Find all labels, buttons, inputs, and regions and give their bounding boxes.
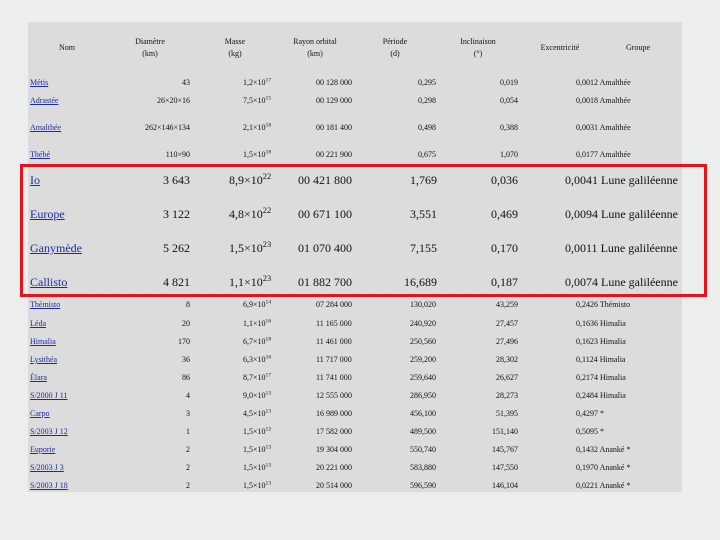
cell-diametre: 86 [182, 373, 190, 382]
groupe-value: Amalthée [599, 150, 631, 159]
moon-name-link[interactable]: Euporie [30, 445, 56, 454]
masse-mantissa: 7,5×10 [243, 96, 266, 105]
excentricite-value: 0,0041 [565, 173, 601, 187]
cell-excentricite-groupe [576, 354, 625, 366]
highlight-box [20, 164, 707, 297]
groupe-value: * [600, 427, 604, 436]
cell-rayon: 11 741 000 [316, 373, 352, 382]
masse-exponent: 13 [265, 462, 272, 469]
masse-exponent: 18 [265, 149, 272, 156]
cell-rayon: 00 421 800 [298, 173, 352, 187]
moon-name-link[interactable]: Lysithéa [30, 355, 58, 364]
header-masse-unit: (kg) [228, 49, 242, 58]
groupe-value: Lune galiléenne [601, 275, 678, 289]
excentricite-value: 0,0074 [565, 275, 601, 289]
cell-excentricite-groupe [576, 462, 630, 474]
table-row [0, 318, 720, 330]
groupe-value: Amalthée [599, 96, 631, 105]
masse-mantissa: 1,1×10 [229, 275, 263, 289]
masse-exponent: 13 [265, 444, 272, 451]
masse-exponent: 16 [265, 318, 272, 325]
cell-periode: 259,640 [410, 373, 436, 382]
cell-inclinaison: 28,302 [496, 355, 518, 364]
cell-excentricite-groupe [576, 299, 630, 311]
masse-mantissa: 4,8×10 [229, 207, 263, 221]
table-row [0, 76, 720, 90]
cell-diametre: 1 [186, 427, 190, 436]
cell-masse [243, 318, 271, 330]
cell-masse [243, 480, 271, 492]
cell-diametre: 36 [182, 355, 190, 364]
cell-periode: 550,740 [410, 445, 436, 454]
cell-rayon: 00 128 000 [316, 78, 352, 87]
header-masse [205, 36, 265, 60]
table-row [0, 121, 720, 135]
groupe-value: Lune galiléenne [600, 241, 678, 255]
cell-diametre: 262×146×134 [144, 123, 190, 132]
masse-exponent: 18 [265, 336, 272, 343]
cell-inclinaison: 146,104 [492, 481, 518, 490]
header-periode-unit: (d) [390, 49, 400, 58]
header-rayon-label: Rayon orbital [293, 37, 337, 46]
cell-rayon: 17 582 000 [316, 427, 352, 436]
cell-masse [243, 354, 271, 366]
moon-name-link[interactable]: Thémisto [30, 300, 61, 309]
cell-excentricite-groupe [576, 372, 626, 384]
excentricite-value: 0,1970 [576, 463, 600, 472]
cell-rayon: 00 671 100 [298, 207, 352, 221]
excentricite-value: 0,2426 [576, 300, 600, 309]
groupe-value: Himalia [599, 355, 626, 364]
masse-mantissa: 6,7×10 [243, 337, 266, 346]
cell-periode: 286,950 [410, 391, 436, 400]
masse-exponent: 16 [265, 354, 272, 361]
moon-name-link[interactable]: S/2003 J 12 [30, 427, 68, 436]
cell-diametre: 5 262 [163, 241, 190, 255]
cell-inclinaison: 147,550 [492, 463, 518, 472]
table-row [0, 480, 720, 492]
excentricite-value: 0,0031 [576, 123, 600, 132]
header-inclinaison [448, 36, 508, 60]
header-periode-label: Période [382, 37, 408, 46]
excentricite-value: 0,0221 [576, 481, 600, 490]
cell-excentricite-groupe [576, 426, 604, 438]
masse-mantissa: 2,1×10 [243, 123, 266, 132]
moon-name-link[interactable]: Europe [30, 207, 65, 221]
cell-masse [243, 426, 271, 438]
masse-exponent: 14 [265, 299, 272, 306]
moon-name-link[interactable]: S/2003 J 18 [30, 481, 68, 490]
cell-diametre: 170 [178, 337, 190, 346]
masse-mantissa: 6,9×10 [243, 300, 266, 309]
cell-periode: 7,155 [410, 241, 437, 255]
cell-periode: 0,498 [418, 123, 436, 132]
excentricite-value: 0,0177 [576, 150, 600, 159]
excentricite-value: 0,4297 [576, 409, 600, 418]
cell-periode: 456,100 [410, 409, 436, 418]
cell-rayon: 11 165 000 [316, 319, 352, 328]
masse-mantissa: 1,1×10 [243, 319, 266, 328]
groupe-value: * [600, 409, 604, 418]
excentricite-value: 0,1623 [576, 337, 600, 346]
groupe-value: Ananké * [599, 463, 631, 472]
cell-masse [243, 336, 271, 348]
cell-diametre: 8 [186, 300, 190, 309]
cell-periode: 1,769 [410, 173, 437, 187]
cell-masse [243, 94, 271, 108]
groupe-value: Amalthée [599, 78, 631, 87]
cell-periode: 0,298 [418, 96, 436, 105]
excentricite-value: 0,0094 [565, 207, 601, 221]
cell-diametre: 3 643 [163, 173, 190, 187]
cell-inclinaison: 0,388 [500, 123, 518, 132]
header-diametre [120, 36, 180, 60]
table-row [0, 299, 720, 311]
moon-name-link[interactable]: Callisto [30, 275, 68, 289]
masse-mantissa: 8,9×10 [229, 173, 263, 187]
masse-exponent: 22 [262, 172, 272, 181]
header-diametre-label: Diamètre [135, 37, 165, 46]
masse-mantissa: 1,5×10 [243, 463, 266, 472]
masse-exponent: 13 [265, 480, 272, 487]
cell-rayon: 01 882 700 [298, 275, 352, 289]
cell-excentricite-groupe [576, 94, 631, 108]
cell-excentricite-groupe [576, 148, 631, 162]
cell-masse [243, 372, 271, 384]
cell-rayon: 16 989 000 [316, 409, 352, 418]
cell-rayon: 20 221 000 [316, 463, 352, 472]
groupe-value: Lune galiléenne [601, 173, 678, 187]
cell-excentricite-groupe [576, 390, 626, 402]
cell-periode: 250,560 [410, 337, 436, 346]
cell-excentricite-groupe [576, 480, 630, 492]
excentricite-value: 0,0011 [565, 241, 601, 255]
cell-diametre: 3 [186, 409, 190, 418]
cell-rayon: 01 070 400 [298, 241, 352, 255]
cell-excentricite-groupe [576, 121, 631, 135]
header-diametre-unit: (km) [142, 49, 158, 58]
cell-diametre: 110×90 [165, 150, 190, 159]
masse-mantissa: 1,5×10 [243, 445, 266, 454]
excentricite-value: 0,1124 [576, 355, 600, 364]
header-periode [370, 36, 420, 60]
cell-periode: 130,020 [410, 300, 436, 309]
cell-diametre: 43 [182, 78, 190, 87]
table-row [0, 94, 720, 108]
groupe-value: Amalthée [599, 123, 631, 132]
table-row [0, 444, 720, 456]
cell-masse [243, 444, 271, 456]
masse-exponent: 23 [262, 274, 272, 283]
table-row [0, 390, 720, 402]
cell-inclinaison: 51,395 [496, 409, 518, 418]
cell-periode: 489,500 [410, 427, 436, 436]
cell-periode: 0,675 [418, 150, 436, 159]
cell-inclinaison: 0,036 [491, 173, 518, 187]
cell-periode: 259,200 [410, 355, 436, 364]
cell-periode: 596,590 [410, 481, 436, 490]
cell-inclinaison: 0,469 [491, 207, 518, 221]
cell-excentricite-groupe [576, 408, 604, 420]
masse-exponent: 22 [262, 206, 272, 215]
masse-exponent: 17 [265, 77, 272, 84]
cell-inclinaison: 0,187 [491, 275, 518, 289]
cell-inclinaison: 0,019 [500, 78, 518, 87]
masse-mantissa: 8,7×10 [243, 373, 266, 382]
excentricite-value: 0,2484 [576, 391, 600, 400]
cell-masse [243, 462, 271, 474]
excentricite-value: 0,5095 [576, 427, 600, 436]
cell-periode: 16,689 [404, 275, 437, 289]
cell-rayon: 11 717 000 [316, 355, 352, 364]
cell-inclinaison: 0,170 [491, 241, 518, 255]
cell-diametre: 20 [182, 319, 190, 328]
cell-masse [243, 408, 271, 420]
excentricite-value: 0,0018 [576, 96, 600, 105]
masse-exponent: 13 [265, 408, 272, 415]
excentricite-value: 0,2174 [576, 373, 600, 382]
header-masse-label: Masse [224, 37, 246, 46]
cell-diametre: 2 [186, 463, 190, 472]
cell-diametre: 2 [186, 445, 190, 454]
cell-rayon: 20 514 000 [316, 481, 352, 490]
groupe-value: Ananké * [599, 445, 631, 454]
cell-inclinaison: 1,070 [500, 150, 518, 159]
masse-mantissa: 9,0×10 [243, 391, 266, 400]
header-excentricite: Excentricité [540, 43, 580, 52]
masse-mantissa: 1,5×10 [229, 241, 263, 255]
masse-exponent: 13 [265, 390, 272, 397]
table-row [0, 408, 720, 420]
header-rayon-unit: (km) [307, 49, 323, 58]
excentricite-value: 0,1432 [576, 445, 600, 454]
groupe-value: Himalia [600, 337, 626, 346]
excentricite-value: 0,1636 [576, 319, 600, 328]
header-nom: Nom [59, 43, 75, 52]
masse-exponent: 23 [262, 240, 272, 249]
cell-inclinaison: 145,767 [492, 445, 518, 454]
cell-inclinaison: 0,054 [500, 96, 518, 105]
cell-masse [243, 121, 271, 135]
masse-exponent: 18 [265, 122, 272, 129]
table-row [0, 336, 720, 348]
excentricite-value: 0,0012 [576, 78, 600, 87]
moon-name-link[interactable]: Himalia [30, 337, 56, 346]
moon-name-link[interactable]: S/2000 J 11 [30, 391, 68, 400]
table-row [0, 462, 720, 474]
masse-mantissa: 6,3×10 [243, 355, 266, 364]
cell-rayon: 12 555 000 [316, 391, 352, 400]
moon-name-link[interactable]: Carpo [30, 409, 50, 418]
groupe-value: Himalia [600, 391, 626, 400]
masse-mantissa: 4,5×10 [243, 409, 266, 418]
groupe-value: Himalia [600, 373, 626, 382]
cell-inclinaison: 27,457 [496, 319, 518, 328]
header-inclinaison-unit: (°) [473, 49, 483, 58]
moon-name-link[interactable]: Élara [30, 373, 47, 382]
cell-inclinaison: 151,140 [492, 427, 518, 436]
cell-diametre: 26×20×16 [156, 96, 190, 105]
cell-masse [243, 390, 271, 402]
cell-periode: 0,295 [418, 78, 436, 87]
masse-exponent: 17 [265, 372, 272, 379]
table-row [0, 426, 720, 438]
cell-masse [243, 76, 271, 90]
moon-name-link[interactable]: Ganymède [30, 241, 82, 255]
cell-excentricite-groupe [576, 336, 626, 348]
masse-exponent: 12 [265, 426, 272, 433]
moon-name-link[interactable]: Thébé [30, 150, 50, 159]
masse-mantissa: 1,5×10 [243, 150, 266, 159]
cell-periode: 240,920 [410, 319, 436, 328]
cell-inclinaison: 28,273 [496, 391, 518, 400]
cell-diametre: 4 821 [163, 275, 190, 289]
cell-inclinaison: 43,259 [496, 300, 518, 309]
cell-inclinaison: 26,627 [496, 373, 518, 382]
moon-name-link[interactable]: S/2003 J 3 [30, 463, 64, 472]
cell-rayon: 07 284 000 [316, 300, 352, 309]
groupe-value: Ananké * [599, 481, 631, 490]
cell-periode: 3,551 [410, 207, 437, 221]
cell-rayon: 00 181 400 [316, 123, 352, 132]
masse-mantissa: 1,5×10 [243, 481, 266, 490]
masse-mantissa: 1,5×10 [243, 427, 266, 436]
cell-diametre: 4 [186, 391, 190, 400]
cell-excentricite-groupe [576, 76, 631, 90]
moon-name-link[interactable]: Amalthée [30, 123, 62, 132]
groupe-value: Lune galiléenne [601, 207, 678, 221]
cell-rayon: 00 129 000 [316, 96, 352, 105]
cell-masse [243, 299, 271, 311]
masse-mantissa: 1,2×10 [243, 78, 266, 87]
moon-name-link[interactable]: Io [30, 173, 40, 187]
groupe-value: Thémisto [599, 300, 631, 309]
cell-rayon: 19 304 000 [316, 445, 352, 454]
cell-inclinaison: 27,496 [496, 337, 518, 346]
masse-exponent: 15 [265, 95, 272, 102]
cell-rayon: 11 461 000 [316, 337, 352, 346]
header-rayon [280, 36, 350, 60]
header-groupe: Groupe [626, 43, 650, 52]
table-row [0, 354, 720, 366]
moon-name-link[interactable]: Métis [30, 78, 49, 87]
header-inclinaison-label: Inclinaison [460, 37, 496, 46]
moon-name-link[interactable]: Adrastée [30, 96, 59, 105]
moon-name-link[interactable]: Léda [30, 319, 46, 328]
cell-periode: 583,880 [410, 463, 436, 472]
cell-excentricite-groupe [576, 444, 630, 456]
table-row [0, 148, 720, 162]
groupe-value: Himalia [600, 319, 626, 328]
cell-rayon: 00 221 900 [316, 150, 352, 159]
cell-diametre: 3 122 [163, 207, 190, 221]
table-row [0, 372, 720, 384]
cell-masse [243, 148, 271, 162]
cell-diametre: 2 [186, 481, 190, 490]
cell-excentricite-groupe [576, 318, 626, 330]
